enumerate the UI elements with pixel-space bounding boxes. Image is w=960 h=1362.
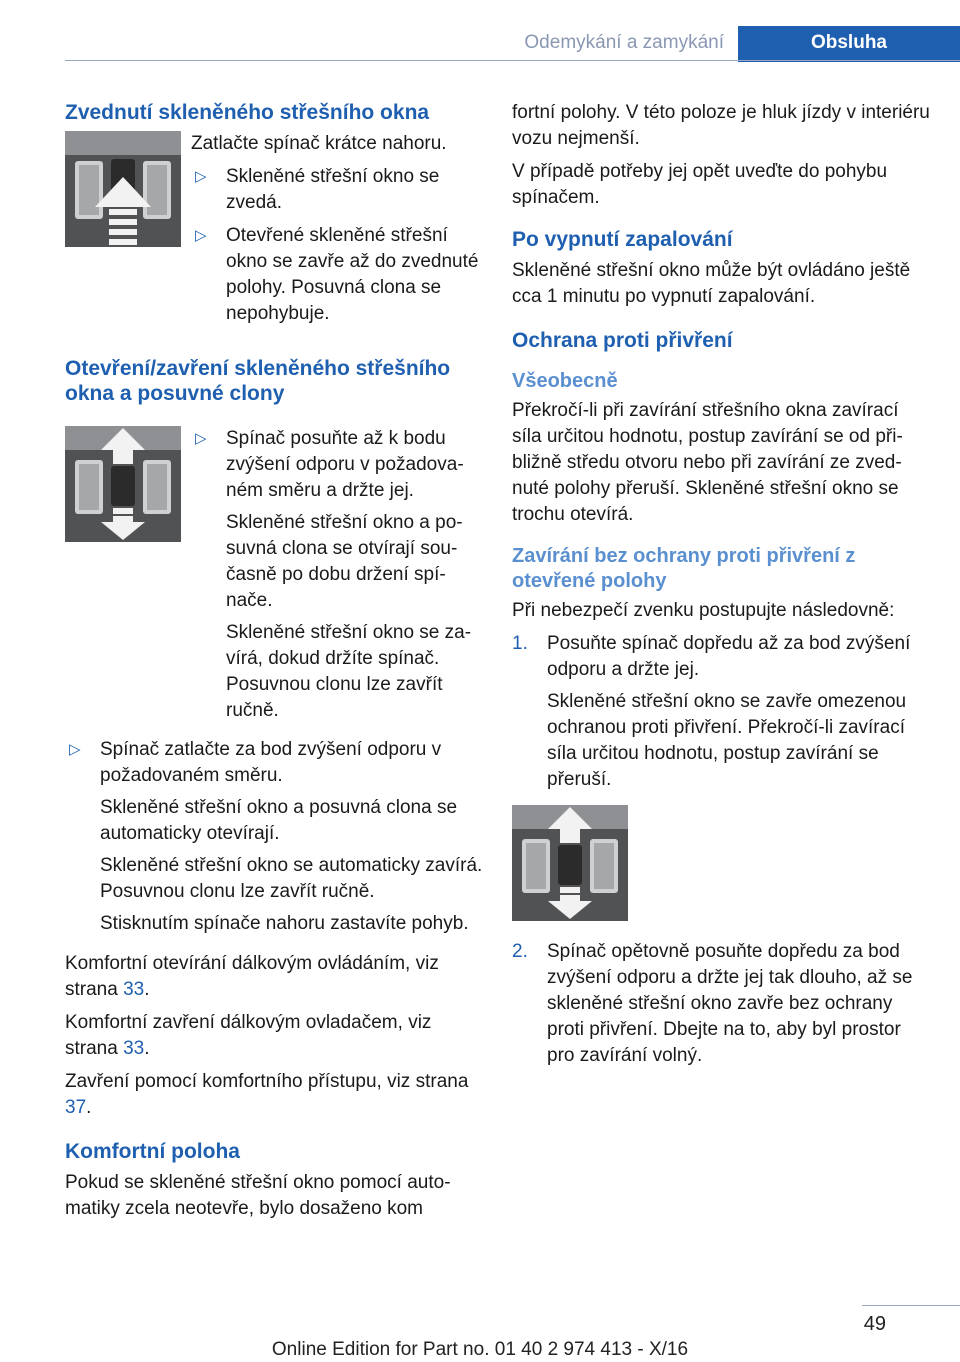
list-item: ▷ Otevřené skleněné střešní okno se zavře až do zvednuté polohy. Posuvná clona se nepohybuje. — [195, 225, 479, 324]
switch-image-updown — [65, 426, 181, 542]
list-item: ▷ Spínač posuňte až k bodu zvýšení odporu v požadovaném směru a držte jej. Skleněné střešní okno a posuvná clona se otvírají současně po dobu držení spínače. Skleněné střešní okno se zavírá, dokud držíte spínač. Posuvnou clonu lze zavřít ručně. — [195, 428, 472, 721]
switch-image-updown-2 — [512, 805, 628, 921]
open-close-block — [65, 426, 485, 731]
comfort-text: Pokud se skleněné střešní okno pomocí automatiky zcela neotevře, bylo dosaženo kom — [65, 1172, 451, 1219]
raise-intro: Zatlačte spínač krátce nahoru. — [191, 133, 447, 154]
triangle-right-icon: ▷ — [195, 430, 207, 447]
section-title-open-close: Otevření/zavření skleněného střešního okna a posuvné clony — [65, 357, 451, 405]
subsection-title-no-pinch: Zavírání bez ochrany proti přivření z otevřené polohy — [512, 545, 856, 592]
section-title-comfort: Komfortní poloha — [65, 1140, 240, 1163]
header-section-title: Odemykání a zamykání — [524, 32, 724, 53]
left-column — [65, 100, 485, 1229]
section-title-ignition: Po vypnutí zapalování — [512, 228, 733, 251]
paragraph-remote-close: Komfortní zavření dálkovým ovladačem, viz strana 33. — [65, 1012, 432, 1059]
page-link-33[interactable]: 33 — [123, 979, 145, 1000]
section-title-pinch: Ochrana proti přivření — [512, 329, 733, 352]
list-item: 1. Posuňte spínač dopředu až za bod zvýšení odporu a držte jej. Skleněné střešní okno se zavře omezenou ochranou proti přivření. Překročí-li zavírací síla určitou hodnotu, postup zavírání se přeruší. — [512, 633, 911, 790]
section-title-raise: Zvednutí skleněného střešního okna — [65, 101, 430, 124]
triangle-right-icon: ▷ — [195, 227, 207, 244]
raise-block — [65, 131, 485, 334]
list-item: 2. Spínač opětovně posuňte dopředu za bod zvýšení odporu a držte jej tak dlouho, až se skleněné střešní okno zavře bez ochrany proti přivření. Dbejte na to, aby byl prostor pro zavírání volný. — [512, 941, 913, 1066]
list-item: ▷ Skleněné střešní okno se zvedá. — [195, 166, 440, 213]
switch-image-up — [65, 131, 181, 247]
paragraph-remote-open: Komfortní otevírání dálkovým ovládáním, viz strana 33. — [65, 953, 439, 1000]
header-chapter-tab[interactable]: Obsluha — [738, 26, 960, 62]
comfort-text-cont: fortní polohy. V této poloze je hluk jízdy v interiéru vozu nejmenší. — [512, 102, 930, 149]
paragraph-comfort-access: Zavření pomocí komfortního přístupu, viz strana 37. — [65, 1071, 469, 1118]
paragraph-switch: V případě potřeby jej opět uveďte do pohybu spínačem. — [512, 161, 888, 208]
no-pinch-intro: Při nebezpečí zvenku postupujte následovně: — [512, 600, 895, 621]
right-column — [512, 100, 932, 1076]
general-text: Překročí-li při zavírání střešního okna zavírací síla určitou hodnotu, postup zavírání se od přibližně středu otvoru nebo při zavírání ze zvednuté polohy přeruší. Skleněné střešní okno se trochu otevírá. — [512, 400, 903, 525]
ignition-text: Skleněné střešní okno může být ovládáno ještě cca 1 minutu po vypnutí zapalování. — [512, 260, 911, 307]
header-rule — [65, 60, 960, 61]
page-link-33[interactable]: 33 — [123, 1038, 145, 1059]
page-number: 49 — [863, 1313, 886, 1335]
triangle-right-icon: ▷ — [69, 741, 81, 758]
page-link-37[interactable]: 37 — [65, 1097, 87, 1118]
list-item: ▷ Spínač zatlačte za bod zvýšení odporu v požadovaném směru. Skleněné střešní okno a posuvná clona se automaticky otevírají. Skleněné střešní okno se automaticky zavírá. Posuvnou clonu lze zavřít ručně. Stisknutím spínače nahoru zastavíte pohyb. — [69, 739, 483, 934]
footer-rule — [862, 1305, 960, 1306]
triangle-right-icon: ▷ — [195, 168, 207, 185]
edition-footer: Online Edition for Part no. 01 40 2 974 413 - X/16 — [271, 1339, 689, 1360]
subsection-title-general: Všeobecně — [512, 370, 618, 392]
